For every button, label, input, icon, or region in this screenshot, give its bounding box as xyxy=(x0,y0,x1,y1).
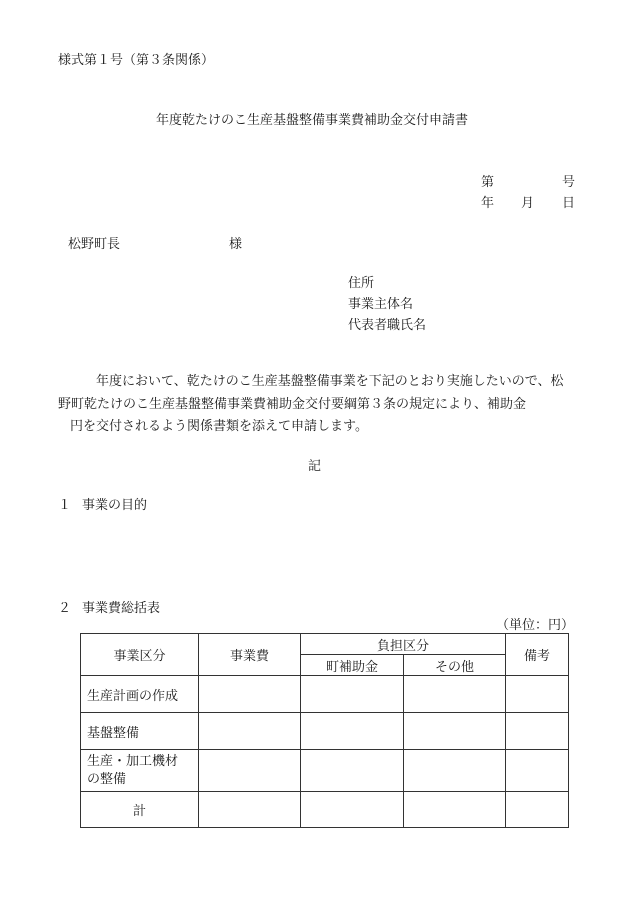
cell-cost-total[interactable] xyxy=(199,792,301,828)
addressee-name: 松野町長 xyxy=(68,237,121,252)
doc-number-go: 号 xyxy=(562,175,576,190)
cell-other-total[interactable] xyxy=(404,792,506,828)
table-row-total xyxy=(81,792,569,828)
section-1-label: 事業の目的 xyxy=(82,498,148,513)
row-category: 生産計画の作成 xyxy=(81,676,199,713)
table-row xyxy=(81,713,569,750)
header-category: 事業区分 xyxy=(81,634,199,676)
applicant-rep-label: 代表者職氏名 xyxy=(348,318,427,333)
cell-remarks[interactable] xyxy=(506,750,569,792)
body-line: 野町乾たけのこ生産基盤整備事業費補助金交付要綱第３条の規定により、補助金 xyxy=(58,396,527,412)
cell-other[interactable] xyxy=(404,713,506,750)
document-title: 年度乾たけのこ生産基盤整備事業費補助金交付申請書 xyxy=(156,113,469,128)
cell-town-subsidy[interactable] xyxy=(301,713,404,750)
row-category: 基盤整備 xyxy=(81,713,199,750)
applicant-address-label: 住所 xyxy=(348,276,375,291)
unit-note: （単位：円） xyxy=(496,618,575,633)
ki-heading: 記 xyxy=(308,459,322,474)
applicant-entity-label: 事業主体名 xyxy=(348,297,414,312)
body-line: 円を交付されるよう関係書類を添えて申請します。 xyxy=(70,419,368,434)
addressee-honorific: 様 xyxy=(229,237,243,252)
cell-cost[interactable] xyxy=(199,750,301,792)
body-line: 年度において、乾たけのこ生産基盤整備事業を下記のとおり実施したいので、松 xyxy=(96,374,564,389)
cell-remarks[interactable] xyxy=(506,713,569,750)
cell-cost[interactable] xyxy=(199,676,301,713)
header-cost: 事業費 xyxy=(199,634,301,676)
cell-other[interactable] xyxy=(404,750,506,792)
row-total-label: 計 xyxy=(81,792,199,828)
cell-remarks-total[interactable] xyxy=(506,792,569,828)
table-row xyxy=(81,750,569,792)
form-label: 様式第１号（第３条関係） xyxy=(58,53,215,68)
cell-remarks[interactable] xyxy=(506,676,569,713)
date-year: 年 xyxy=(481,196,495,211)
cell-town-subsidy[interactable] xyxy=(301,676,404,713)
date-day: 日 xyxy=(562,196,576,211)
section-2-number: ２ xyxy=(58,601,72,616)
section-1-number: １ xyxy=(58,498,72,513)
date-month: 月 xyxy=(521,196,535,211)
cell-other[interactable] xyxy=(404,676,506,713)
table-row xyxy=(81,676,569,713)
cell-town-subsidy[interactable] xyxy=(301,750,404,792)
header-remarks: 備考 xyxy=(506,634,569,676)
summary-table xyxy=(80,633,569,828)
row-category: 生産・加工機材 の整備 xyxy=(81,750,199,792)
doc-number-dai: 第 xyxy=(481,175,495,190)
cell-cost[interactable] xyxy=(199,713,301,750)
request-body xyxy=(58,371,578,439)
section-2-label: 事業費総括表 xyxy=(82,601,161,616)
header-burden: 負担区分 xyxy=(301,634,506,655)
header-other: その他 xyxy=(404,655,506,676)
cell-town-subsidy-total[interactable] xyxy=(301,792,404,828)
header-town-subsidy: 町補助金 xyxy=(301,655,404,676)
